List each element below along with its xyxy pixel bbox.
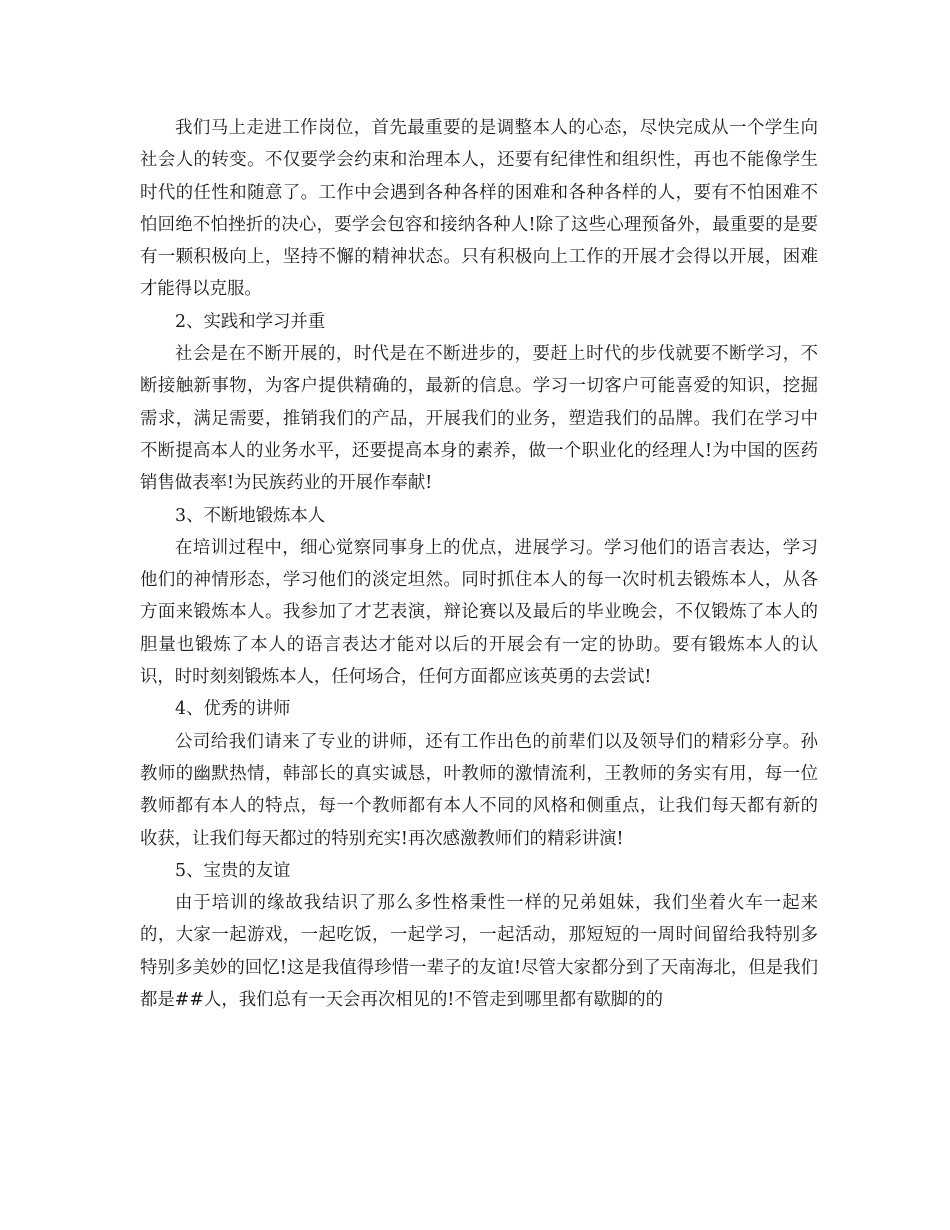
paragraph-practice-and-study: 社会是在不断开展的，时代是在不断进步的，要赶上时代的步伐就要不断学习，不断接触新事物，为客户提供精确的，最新的信息。学习一切客户可能喜爱的知识，挖掘需求，满足需要，推销我们的产品，开展我们的业务，塑造我们的品牌。我们在学习中不断提高本人的业务水平，还要提高本身的素养，做一个职业化的经理人!为中国的医药销售做表率!为民族药业的开展作奉献! — [140, 344, 818, 494]
paragraph-mindset: 我们马上走进工作岗位，首先最重要的是调整本人的心态，尽快完成从一个学生向社会人的转变。不仅要学会约束和治理本人，还要有纪律性和组织性，再也不能像学生时代的任性和随意了。工作中会遇到各种各样的困难和各种各样的人，要有不怕困难不怕回绝不怕挫折的决心，要学会包容和接纳各种人!除了这些心理预备外，最重要的是要有一颗积极向上，坚持不懈的精神状态。只有积极向上工作的开展才会得以开展，困难才能得以克服。 — [140, 118, 818, 300]
paragraph-self-training: 在培训过程中，细心觉察同事身上的优点，进展学习。学习他们的语言表达，学习他们的神情形态，学习他们的淡定坦然。同时抓住本人的每一次时机去锻炼本人，从各方面来锻炼本人。我参加了才艺表演，辩论赛以及最后的毕业晚会，不仅锻炼了本人的胆量也锻炼了本人的语言表达才能对以后的开展会有一定的协助。要有锻炼本人的认识，时时刻刻锻炼本人，任何场合，任何方面都应该英勇的去尝试! — [140, 537, 818, 688]
paragraph-excellent-lecturers: 公司给我们请来了专业的讲师，还有工作出色的前辈们以及领导们的精彩分享。孙教师的幽默热情，韩部长的真实诚恳，叶教师的激情流利，王教师的务实有用，每一位教师都有本人的特点，每一个教师都有本人不同的风格和侧重点，让我们每天都有新的收获，让我们每天都过的特别充实!再次感激教师们的精彩讲演! — [140, 731, 818, 849]
section-heading-practice-and-study: 2、实践和学习并重 — [175, 311, 326, 332]
section-heading-excellent-lecturers: 4、优秀的讲师 — [175, 699, 291, 720]
paragraph-precious-friendship: 由于培训的缘故我结识了那么多性格秉性一样的兄弟姐妹，我们坐着火车一起来的，大家一起游戏，一起吃饭，一起学习，一起活动，那短短的一周时间留给我特别多特别多美妙的回忆!这是我值得珍惜一辈子的友谊!尽管大家都分到了天南海北，但是我们都是##人，我们总有一天会再次相见的!不管走到哪里都有歇脚的的 — [140, 893, 818, 1011]
section-heading-precious-friendship: 5、宝贵的友谊 — [175, 860, 291, 881]
section-heading-self-training: 3、不断地锻炼本人 — [175, 505, 326, 526]
document-body — [140, 112, 818, 1016]
